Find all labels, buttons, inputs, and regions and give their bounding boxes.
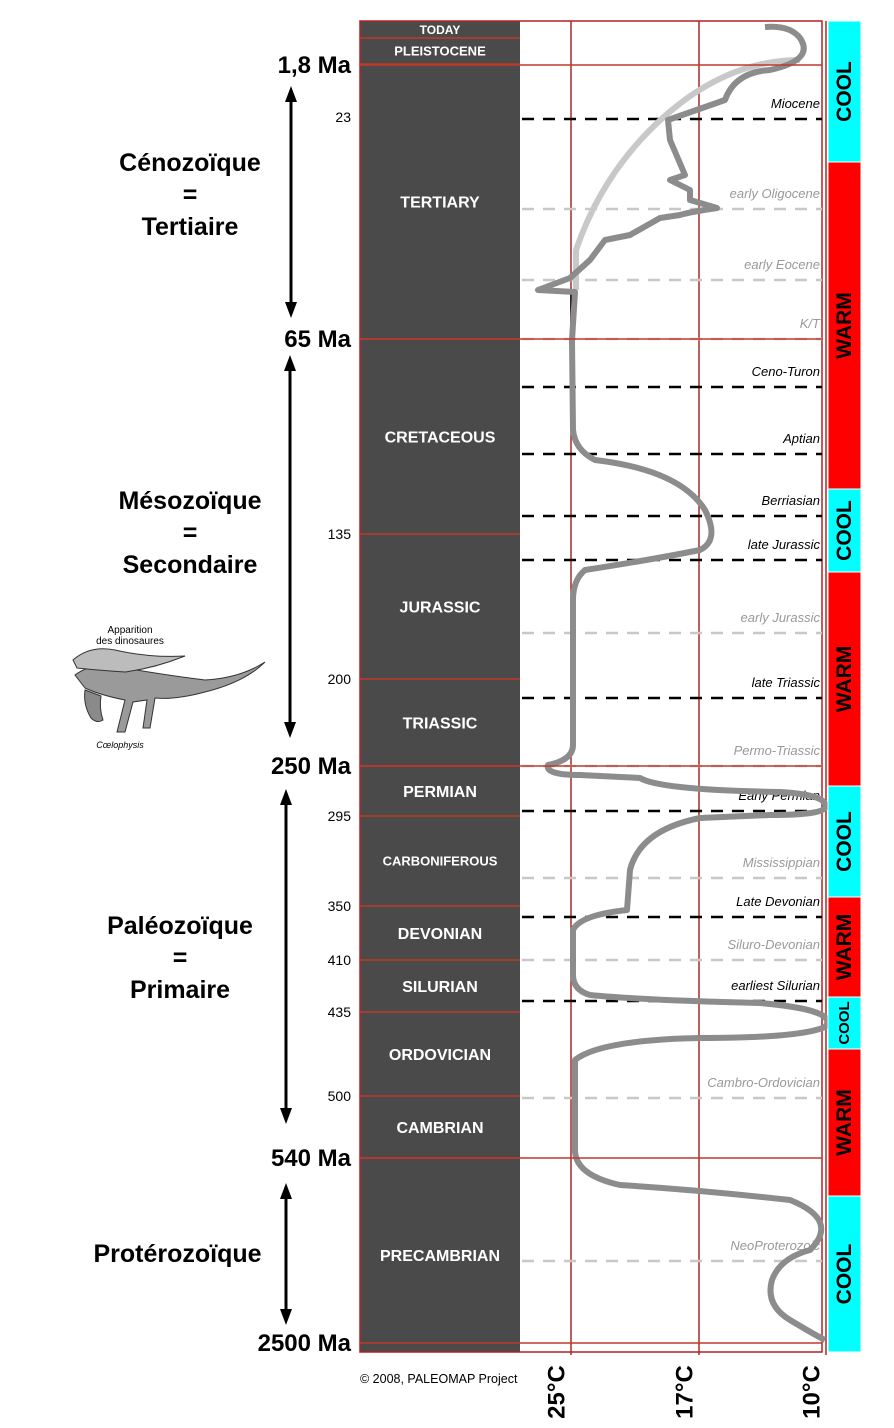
minor-age-label: 135	[327, 526, 351, 542]
major-age-label: 250 Ma	[270, 753, 351, 780]
era-arrows	[280, 86, 297, 1325]
event-label: early Eocene	[744, 257, 820, 272]
minor-age-label: 410	[327, 952, 351, 968]
minor-age-label: 23	[335, 109, 351, 125]
event-label: Siluro-Devonian	[727, 937, 820, 952]
climate-band-label: WARM	[833, 645, 856, 713]
period-label: CARBONIFEROUS	[382, 853, 498, 869]
era-cenozoic: Cénozoïque = Tertiaire	[119, 149, 261, 241]
temperature-axis-label: 10°C	[798, 1365, 826, 1419]
major-age-label: 65 Ma	[284, 326, 351, 353]
climate-band-label: COOL	[833, 811, 856, 872]
period-label: JURASSIC	[399, 599, 481, 617]
era-arrow-head	[280, 1108, 292, 1124]
climate-band-label: WARM	[833, 292, 856, 359]
period-label: TERTIARY	[400, 194, 480, 212]
period-label: SILURIAN	[402, 978, 478, 996]
climate-band-label: COOL	[833, 61, 856, 122]
minor-age-label: 500	[327, 1088, 351, 1104]
period-label: PLEISTOCENE	[394, 43, 486, 59]
event-label: Mississippian	[742, 855, 820, 870]
age-labels	[258, 52, 822, 1357]
era-arrow-head	[285, 86, 297, 102]
minor-age-label: 295	[327, 808, 351, 824]
period-label: TODAY	[419, 22, 461, 37]
event-label: NeoProterozoic	[730, 1238, 820, 1253]
major-age-label: 540 Ma	[270, 1145, 351, 1172]
period-label: PERMIAN	[403, 783, 477, 801]
climate-band-label: WARM	[833, 1089, 856, 1156]
dino-caption: Cœlophysis	[96, 740, 144, 750]
era-mesozoic: Mésozoïque = Secondaire	[118, 487, 262, 579]
climate-band-label: COOL	[833, 500, 856, 561]
climate-band-label: COOL	[836, 1001, 853, 1045]
minor-age-label: 350	[327, 898, 351, 914]
period-label: ORDOVICIAN	[388, 1046, 492, 1064]
event-label: earliest Silurian	[731, 978, 820, 993]
era-proterozoic: Protérozoïque	[93, 1240, 262, 1268]
copyright-text: © 2008, PALEOMAP Project	[360, 1372, 518, 1386]
event-label: early Oligocene	[729, 186, 820, 201]
period-column-bg	[360, 21, 520, 1352]
period-label: CAMBRIAN	[396, 1119, 484, 1137]
period-label: TRIASSIC	[402, 715, 478, 733]
event-label: early Jurassic	[740, 610, 820, 625]
event-label: Permo-Triassic	[733, 743, 820, 758]
climate-band-label: COOL	[833, 1243, 856, 1305]
period-label: CRETACEOUS	[384, 429, 496, 447]
minor-age-label: 200	[327, 671, 351, 687]
event-label: Ceno-Turon	[751, 364, 820, 379]
event-label: Berriasian	[761, 493, 820, 508]
temperature-axis	[360, 1365, 826, 1419]
event-label: late Triassic	[751, 675, 820, 690]
temperature-axis-label: 25°C	[543, 1365, 571, 1419]
period-label: DEVONIAN	[397, 925, 483, 943]
event-label: Cambro-Ordovician	[707, 1075, 820, 1090]
climate-bands	[828, 21, 861, 1352]
era-arrow-head	[284, 722, 296, 738]
period-label: PRECAMBRIAN	[380, 1247, 500, 1265]
climate-band-label: WARM	[833, 913, 856, 981]
major-age-label: 1,8 Ma	[277, 52, 351, 79]
event-label: K/T	[799, 316, 820, 331]
event-label: Miocene	[770, 96, 820, 111]
dino-annotation-title: Apparition des dinosaures	[96, 625, 164, 647]
era-arrow-head	[280, 1183, 292, 1199]
event-label: Late Devonian	[736, 894, 820, 909]
minor-age-label: 435	[327, 1004, 351, 1020]
era-arrow-head	[284, 355, 296, 371]
event-label: Aptian	[783, 431, 820, 446]
event-lines	[522, 96, 822, 1261]
era-arrow-head	[280, 1309, 292, 1325]
era-arrow-head	[285, 302, 297, 318]
event-label: Early Permian	[738, 788, 820, 803]
era-paleozoic: Paléozoïque = Primaire	[107, 912, 253, 1004]
major-age-label: 2500 Ma	[257, 1330, 351, 1357]
era-arrow-head	[280, 789, 292, 805]
event-label: late Jurassic	[747, 537, 820, 552]
temperature-axis-label: 17°C	[671, 1365, 699, 1419]
